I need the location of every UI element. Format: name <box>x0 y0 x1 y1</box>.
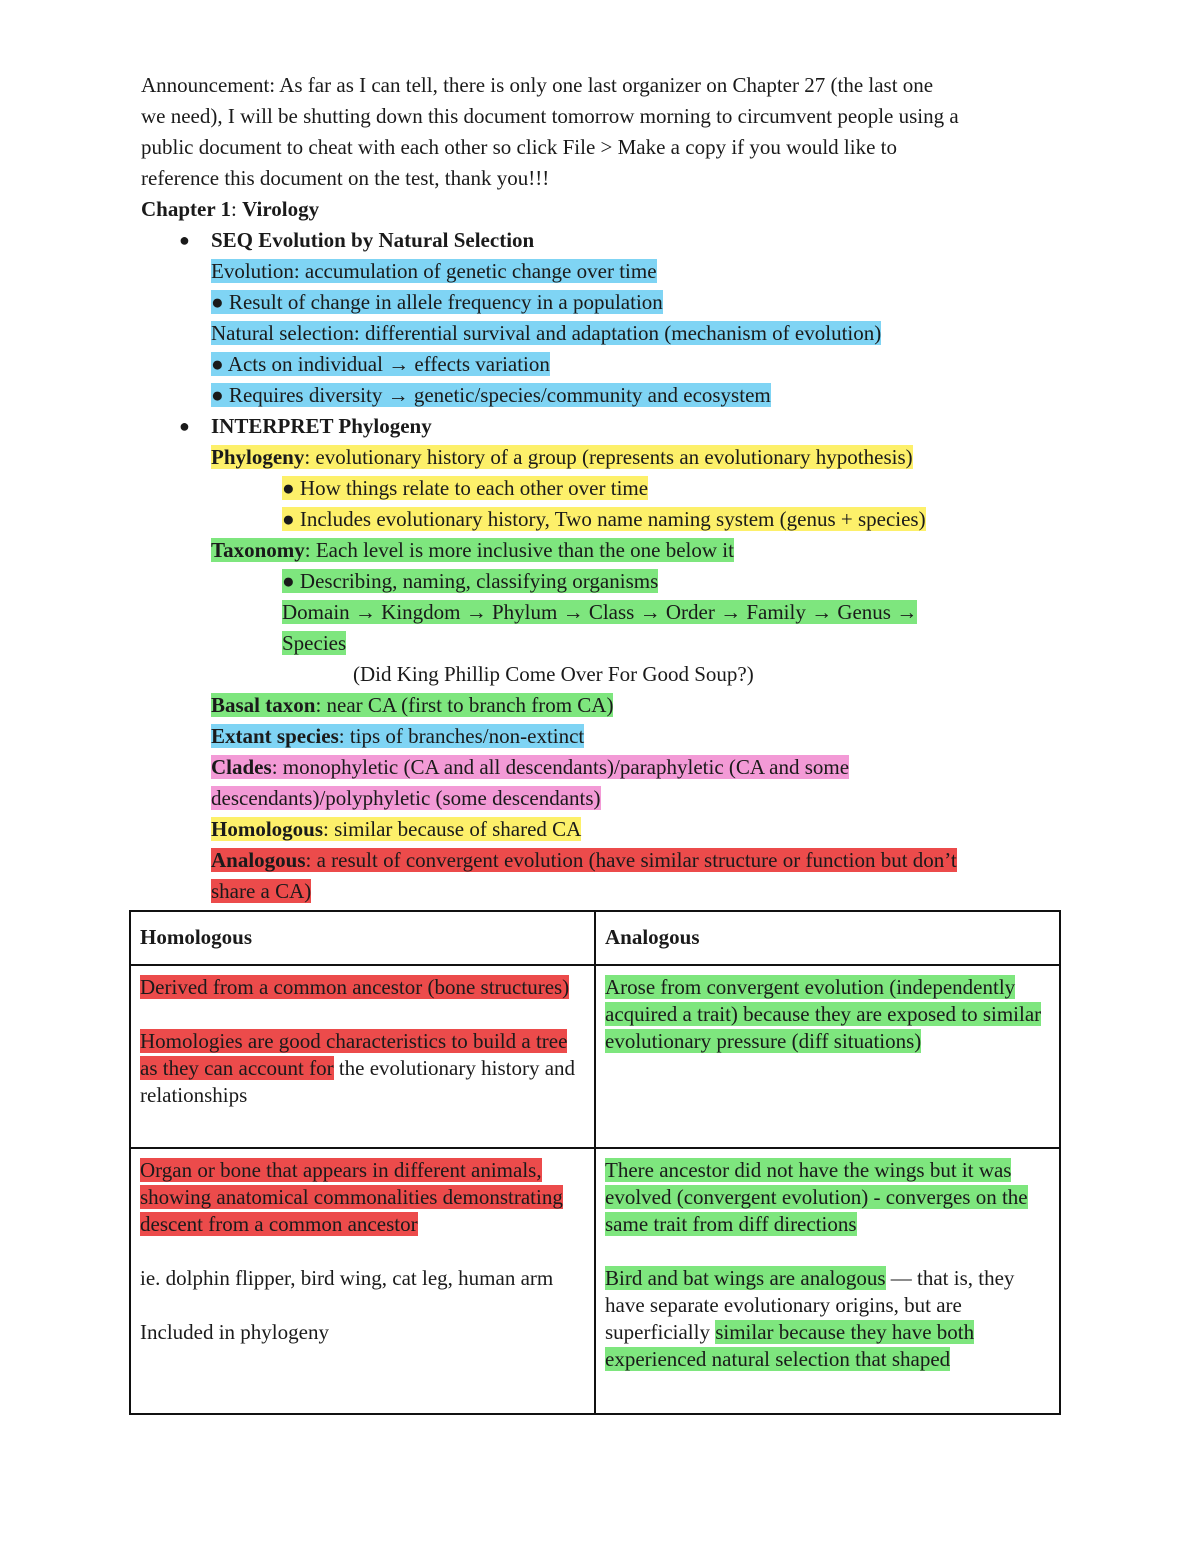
clades-definition <box>141 752 1061 814</box>
phylogeny-bullet-2 <box>141 504 1061 535</box>
chapter-heading <box>141 194 1061 225</box>
hom-row2-p2: ie. dolphin flipper, bird wing, cat leg, human arm <box>140 1266 554 1290</box>
clades-def-line-2: descendants)/polyphyletic (some descendants) <box>211 786 601 810</box>
taxonomy-bullet-1 <box>141 566 1061 597</box>
analogous-def-line-2: share a CA) <box>211 879 312 903</box>
announcement-line-1: Announcement: As far as I can tell, there is only one last organizer on Chapter 27 (the last one <box>141 73 934 97</box>
bullet-icon: ● <box>179 230 190 250</box>
announcement-line-4: reference this document on the test, thank you!!! <box>141 166 550 190</box>
ns-bullet-1 <box>141 349 1061 380</box>
taxonomy-bullet-1-text: ● Describing, naming, classifying organisms <box>282 569 659 593</box>
announcement <box>141 70 1061 194</box>
table-row <box>130 965 1060 1148</box>
phylogeny-bullet-1-text: ● How things relate to each other over time <box>282 476 649 500</box>
ana-row2-p2-highlight-2: similar because they have both experienced natural selection that shaped <box>605 1320 975 1371</box>
mnemonic <box>141 659 1061 690</box>
cell-analogous-1 <box>595 965 1060 1148</box>
ns-bullet-2 <box>141 380 1061 411</box>
evolution-definition <box>141 256 1061 287</box>
hom-row1-p2-rest: the evolutionary history and relationships <box>140 1056 576 1107</box>
header-homologous: Homologous <box>130 911 595 965</box>
extant-def-text: : tips of branches/non-extinct <box>338 724 585 748</box>
phylogeny-bullet-2-text: ● Includes evolutionary history, Two name naming system (genus + species) <box>282 507 926 531</box>
analogous-term: Analogous <box>211 848 306 872</box>
ana-row2-p2-mid: — that is, they have separate evolutionary origins, but are superficially <box>605 1266 1015 1344</box>
ana-row1-p1: Arose from convergent evolution (independently acquired a trait) because they are exposed to similar evolutionary pressure (diff situations) <box>605 975 1042 1053</box>
comparison-table <box>129 910 1061 1415</box>
chapter-label: Chapter 1 <box>141 197 232 221</box>
phylogeny-bullet-1 <box>141 473 1061 504</box>
analogous-def-line-1: : a result of convergent evolution (have similar structure or function but don’t <box>305 848 957 872</box>
cell-analogous-2 <box>595 1148 1060 1414</box>
hom-row2-p1: Organ or bone that appears in different animals, showing anatomical commonalities demonstrating descent from a common ancestor <box>140 1158 563 1236</box>
interpret-heading-text: INTERPRET Phylogeny <box>211 414 432 438</box>
announcement-line-3: public document to cheat with each other so click File > Make a copy if you would like to <box>141 135 897 159</box>
ns-def-text: Natural selection: differential survival and adaptation (mechanism of evolution) <box>211 321 882 345</box>
natural-selection-definition <box>141 318 1061 349</box>
document-body <box>141 70 1061 907</box>
analogous-definition <box>141 845 1061 907</box>
homologous-definition <box>141 814 1061 845</box>
taxonomy-def-text: : Each level is more inclusive than the one below it <box>304 538 734 562</box>
hom-row2-p3: Included in phylogeny <box>140 1320 329 1344</box>
taxonomy-ranks <box>141 597 1061 659</box>
ana-row2-p2-highlight: Bird and bat wings are analogous <box>605 1266 886 1290</box>
chapter-sep: : <box>231 197 243 221</box>
seq-heading-text: SEQ Evolution by Natural Selection <box>211 228 535 252</box>
taxonomy-term: Taxonomy <box>211 538 305 562</box>
cell-homologous-1 <box>130 965 595 1148</box>
extant-species-definition <box>141 721 1061 752</box>
hom-row1-p2-highlight: Homologies are good characteristics to build a tree as they can account for <box>140 1029 568 1080</box>
announcement-line-2: we need), I will be shutting down this document tomorrow morning to circumvent people using a <box>141 104 959 128</box>
evolution-def-text: Evolution: accumulation of genetic change over time <box>211 259 657 283</box>
seq-heading <box>141 225 1061 256</box>
chapter-title: Virology <box>242 197 320 221</box>
evolution-bullet <box>141 287 1061 318</box>
taxonomy-ranks-line-2: Species <box>282 631 347 655</box>
basal-term: Basal taxon <box>211 693 316 717</box>
table-row <box>130 1148 1060 1414</box>
basal-taxon-definition <box>141 690 1061 721</box>
cell-homologous-2 <box>130 1148 595 1414</box>
header-analogous: Analogous <box>595 911 1060 965</box>
table-header-row <box>130 911 1060 965</box>
evolution-bullet-text: ● Result of change in allele frequency in a population <box>211 290 663 314</box>
phylogeny-def-text: : evolutionary history of a group (represents an evolutionary hypothesis) <box>304 445 913 469</box>
taxonomy-definition <box>141 535 1061 566</box>
clades-term: Clades <box>211 755 272 779</box>
ns-bullet-1-text: ● Acts on individual → effects variation <box>211 352 550 376</box>
phylogeny-term: Phylogeny <box>211 445 305 469</box>
mnemonic-text: (Did King Phillip Come Over For Good Soup?) <box>353 662 754 686</box>
homologous-def-text: : similar because of shared CA <box>323 817 582 841</box>
interpret-heading <box>141 411 1061 442</box>
hom-row1-p1: Derived from a common ancestor (bone structures) <box>140 975 570 999</box>
bullet-icon: ● <box>179 416 190 436</box>
ana-row2-p1: There ancestor did not have the wings but it was evolved (convergent evolution) - converges on the same trait from diff directions <box>605 1158 1028 1236</box>
clades-def-line-1: : monophyletic (CA and all descendants)/paraphyletic (CA and some <box>271 755 850 779</box>
homologous-term: Homologous <box>211 817 324 841</box>
basal-def-text: : near CA (first to branch from CA) <box>315 693 614 717</box>
extant-term: Extant species <box>211 724 339 748</box>
phylogeny-definition <box>141 442 1061 473</box>
ns-bullet-2-text: ● Requires diversity → genetic/species/community and ecosystem <box>211 383 771 407</box>
taxonomy-ranks-line-1: Domain → Kingdom → Phylum → Class → Order → Family → Genus → <box>282 600 918 624</box>
